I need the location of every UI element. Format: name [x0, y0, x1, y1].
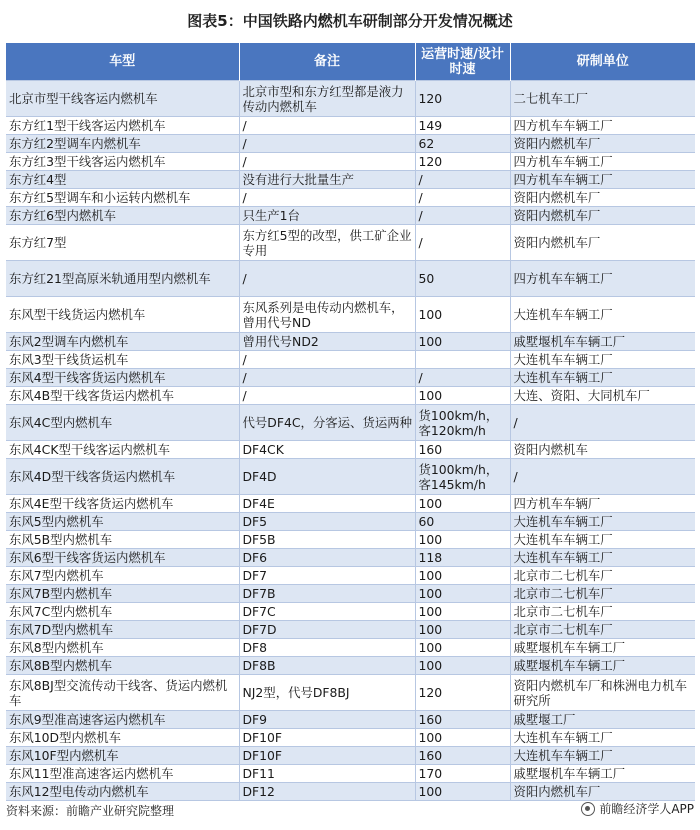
table-row	[6, 585, 695, 603]
cell-note: /	[239, 369, 415, 387]
cell-note: 东方红5型的改型，供工矿企业专用	[239, 225, 415, 261]
table-row	[6, 567, 695, 585]
cell-speed: 100	[415, 639, 510, 657]
cell-maker: 大连机车车辆工厂	[510, 531, 695, 549]
cell-note: DF12	[239, 783, 415, 801]
cell-model: 东风7B型内燃机车	[6, 585, 239, 603]
cell-maker: 北京市二七机车厂	[510, 585, 695, 603]
cell-note: DF7C	[239, 603, 415, 621]
cell-speed: 160	[415, 441, 510, 459]
cell-speed: /	[415, 171, 510, 189]
cell-model: 东方红21型高原米轨通用型内燃机车	[6, 261, 239, 297]
table-row	[6, 495, 695, 513]
cell-speed: 118	[415, 549, 510, 567]
cell-maker: 北京市二七机车厂	[510, 621, 695, 639]
cell-note: /	[239, 189, 415, 207]
table-row	[6, 225, 695, 261]
brand-label	[581, 800, 694, 817]
cell-speed: /	[415, 369, 510, 387]
cell-note: DF5	[239, 513, 415, 531]
table-row	[6, 531, 695, 549]
table-header-row	[6, 43, 695, 81]
table-row	[6, 549, 695, 567]
cell-speed: 160	[415, 711, 510, 729]
table-row	[6, 729, 695, 747]
brand-text: 前瞻经济学人APP	[599, 802, 694, 816]
cell-model: 东风7型内燃机车	[6, 567, 239, 585]
cell-model: 东方红4型	[6, 171, 239, 189]
table-row	[6, 405, 695, 441]
cell-maker: 资阳内燃机车厂	[510, 207, 695, 225]
cell-speed: 100	[415, 621, 510, 639]
cell-note: DF7B	[239, 585, 415, 603]
cell-model: 东风10D型内燃机车	[6, 729, 239, 747]
cell-model: 东风7D型内燃机车	[6, 621, 239, 639]
locomotive-table	[6, 43, 695, 801]
cell-speed: 62	[415, 135, 510, 153]
cell-model: 东风10F型内燃机车	[6, 747, 239, 765]
cell-note: NJ2型，代号DF8BJ	[239, 675, 415, 711]
cell-model: 东风7C型内燃机车	[6, 603, 239, 621]
cell-maker: /	[510, 459, 695, 495]
cell-note: DF6	[239, 549, 415, 567]
table-row	[6, 747, 695, 765]
table-row	[6, 621, 695, 639]
table-row	[6, 441, 695, 459]
header-maker: 研制单位	[510, 43, 695, 81]
cell-note: /	[239, 135, 415, 153]
cell-speed: 100	[415, 585, 510, 603]
table-row	[6, 81, 695, 117]
cell-note: DF4E	[239, 495, 415, 513]
cell-model: 东风2型调车内燃机车	[6, 333, 239, 351]
cell-model: 东风11型准高速客运内燃机车	[6, 765, 239, 783]
cell-maker: 资阳内燃机车厂	[510, 189, 695, 207]
cell-model: 东风4B型干线客货运内燃机车	[6, 387, 239, 405]
header-model: 车型	[6, 43, 239, 81]
cell-speed: 100	[415, 567, 510, 585]
cell-speed: 60	[415, 513, 510, 531]
cell-note: 北京市型和东方红型都是液力传动内燃机车	[239, 81, 415, 117]
cell-speed: 149	[415, 117, 510, 135]
table-row	[6, 657, 695, 675]
cell-model: 东方红1型干线客运内燃机车	[6, 117, 239, 135]
cell-note: 没有进行大批量生产	[239, 171, 415, 189]
table-row	[6, 513, 695, 531]
table-row	[6, 459, 695, 495]
cell-note: /	[239, 117, 415, 135]
table-row	[6, 603, 695, 621]
cell-speed: 170	[415, 765, 510, 783]
cell-model: 东方红2型调车内燃机车	[6, 135, 239, 153]
table-row	[6, 387, 695, 405]
cell-speed: /	[415, 189, 510, 207]
cell-maker: 大连、资阳、大同机车厂	[510, 387, 695, 405]
cell-model: 东风6型干线客货运内燃机车	[6, 549, 239, 567]
cell-model: 东风4E型干线客货运内燃机车	[6, 495, 239, 513]
table-row	[6, 351, 695, 369]
cell-maker: 四方机车车辆厂	[510, 495, 695, 513]
cell-model: 东方红7型	[6, 225, 239, 261]
cell-model: 东风4D型干线客货运内燃机车	[6, 459, 239, 495]
table-row	[6, 135, 695, 153]
table-row	[6, 675, 695, 711]
cell-speed: 100	[415, 297, 510, 333]
table-row	[6, 153, 695, 171]
cell-speed: 100	[415, 783, 510, 801]
cell-speed: 100	[415, 387, 510, 405]
table-row	[6, 369, 695, 387]
header-note: 备注	[239, 43, 415, 81]
cell-model: 东方红6型内燃机车	[6, 207, 239, 225]
cell-model: 东风5B型内燃机车	[6, 531, 239, 549]
cell-maker: 北京市二七机车厂	[510, 603, 695, 621]
cell-note: /	[239, 153, 415, 171]
cell-maker: 资阳内燃机车厂	[510, 225, 695, 261]
cell-speed: 100	[415, 603, 510, 621]
table-row	[6, 261, 695, 297]
cell-note: DF7	[239, 567, 415, 585]
cell-note: DF7D	[239, 621, 415, 639]
table-row	[6, 639, 695, 657]
cell-note: DF5B	[239, 531, 415, 549]
cell-note: /	[239, 261, 415, 297]
cell-maker: 二七机车工厂	[510, 81, 695, 117]
cell-model: 东风8B型内燃机车	[6, 657, 239, 675]
cell-speed: /	[415, 225, 510, 261]
cell-model: 东方红3型干线客运内燃机车	[6, 153, 239, 171]
cell-maker: 大连机车车辆工厂	[510, 549, 695, 567]
cell-model: 东风4CK型干线客运内燃机车	[6, 441, 239, 459]
cell-speed: 100	[415, 333, 510, 351]
table-row	[6, 171, 695, 189]
cell-speed: 100	[415, 729, 510, 747]
cell-speed: 120	[415, 675, 510, 711]
cell-note: DF9	[239, 711, 415, 729]
cell-maker: /	[510, 405, 695, 441]
cell-maker: 资阳内燃机车厂	[510, 783, 695, 801]
cell-maker: 大连机车车辆工厂	[510, 369, 695, 387]
cell-note: 东风系列是电传动内燃机车，曾用代号ND	[239, 297, 415, 333]
chart-title: 图表5：中国铁路内燃机车研制部分开发情况概述	[187, 12, 513, 30]
cell-speed: /	[415, 207, 510, 225]
table-row	[6, 711, 695, 729]
cell-maker: 北京市二七机车厂	[510, 567, 695, 585]
cell-speed: 100	[415, 531, 510, 549]
cell-maker: 四方机车车辆工厂	[510, 153, 695, 171]
cell-maker: 戚墅堰机车车辆工厂	[510, 639, 695, 657]
cell-maker: 大连机车车辆工厂	[510, 513, 695, 531]
cell-maker: 戚墅堰工厂	[510, 711, 695, 729]
table-row	[6, 765, 695, 783]
cell-maker: 资阳内燃机车	[510, 441, 695, 459]
cell-model: 东风5型内燃机车	[6, 513, 239, 531]
table-row	[6, 117, 695, 135]
cell-maker: 戚墅堰机车车辆工厂	[510, 765, 695, 783]
cell-maker: 资阳内燃机车厂和株洲电力机车研究所	[510, 675, 695, 711]
cell-maker: 四方机车车辆工厂	[510, 261, 695, 297]
cell-note: DF11	[239, 765, 415, 783]
table-row	[6, 333, 695, 351]
cell-maker: 四方机车车辆工厂	[510, 171, 695, 189]
cell-maker: 大连机车车辆工厂	[510, 351, 695, 369]
table-row	[6, 207, 695, 225]
cell-note: DF4D	[239, 459, 415, 495]
table-row	[6, 189, 695, 207]
cell-speed: 货100km/h，客145km/h	[415, 459, 510, 495]
cell-note: 曾用代号ND2	[239, 333, 415, 351]
cell-note: /	[239, 351, 415, 369]
cell-model: 东风4型干线客货运内燃机车	[6, 369, 239, 387]
cell-note: DF10F	[239, 729, 415, 747]
cell-speed: 160	[415, 747, 510, 765]
cell-speed: 100	[415, 657, 510, 675]
cell-maker: 戚墅堰机车车辆工厂	[510, 657, 695, 675]
cell-maker: 戚墅堰机车车辆工厂	[510, 333, 695, 351]
cell-speed: 货100km/h，客120km/h	[415, 405, 510, 441]
cell-model: 东风4C型内燃机车	[6, 405, 239, 441]
cell-note: 只生产1台	[239, 207, 415, 225]
table-row	[6, 783, 695, 801]
cell-note: 代号DF4C，分客运、货运两种	[239, 405, 415, 441]
cell-model: 东方红5型调车和小运转内燃机车	[6, 189, 239, 207]
cell-model: 东风9型准高速客运内燃机车	[6, 711, 239, 729]
cell-maker: 四方机车车辆工厂	[510, 117, 695, 135]
cell-model: 东风8BJ型交流传动干线客、货运内燃机车	[6, 675, 239, 711]
cell-note: DF8	[239, 639, 415, 657]
cell-speed: 120	[415, 81, 510, 117]
cell-model: 东风3型干线货运机车	[6, 351, 239, 369]
cell-speed: 50	[415, 261, 510, 297]
cell-note: DF8B	[239, 657, 415, 675]
cell-model: 东风8型内燃机车	[6, 639, 239, 657]
source-note: 资料来源：前瞻产业研究院整理	[6, 804, 175, 818]
cell-note: DF10F	[239, 747, 415, 765]
cell-note: /	[239, 387, 415, 405]
brand-logo-icon	[581, 802, 595, 816]
cell-speed: 120	[415, 153, 510, 171]
cell-note: DF4CK	[239, 441, 415, 459]
cell-maker: 大连机车车辆工厂	[510, 747, 695, 765]
cell-maker: 大连机车车辆工厂	[510, 729, 695, 747]
table-row	[6, 297, 695, 333]
cell-maker: 大连机车车辆工厂	[510, 297, 695, 333]
cell-model: 东风12型电传动内燃机车	[6, 783, 239, 801]
cell-model: 东风型干线货运内燃机车	[6, 297, 239, 333]
cell-maker: 资阳内燃机车厂	[510, 135, 695, 153]
cell-speed	[415, 351, 510, 369]
cell-model: 北京市型干线客运内燃机车	[6, 81, 239, 117]
header-speed: 运营时速/设计时速	[415, 43, 510, 81]
cell-speed: 100	[415, 495, 510, 513]
table-container	[6, 43, 695, 801]
